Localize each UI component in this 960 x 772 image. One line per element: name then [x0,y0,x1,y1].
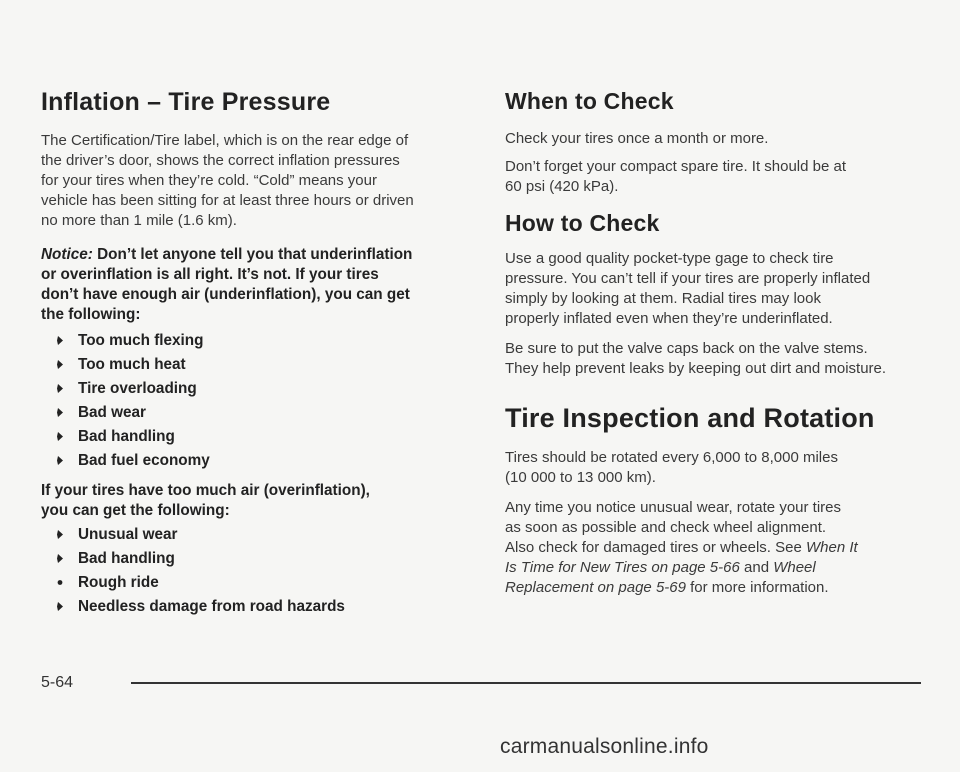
bullet-icon [57,530,63,539]
cross-reference-link[interactable]: When It [805,539,858,556]
notice-line: Don’t let anyone tell you that underinflation [92,246,413,263]
list-item: Bad fuel economy [41,449,473,473]
rotation-paragraph-1: Tires should be rotated every 6,000 to 8,000 miles (10 000 to 13 000 km). [505,449,838,486]
notice-line: don’t have enough air (underinflation), you can get [41,286,410,303]
list-item: Tire overloading [41,377,473,401]
overinflation-list [41,523,473,619]
intro-line: for your tires when they’re cold. “Cold” means your [41,172,377,189]
watermark-text: carmanualsonline.info [500,735,709,758]
list-item: Rough ride [41,571,473,595]
how-paragraph-2: Be sure to put the valve caps back on the valve stems. They help prevent leaks by keeping out dirt and moisture. [505,340,887,377]
dot-bullet-icon [57,578,63,587]
list-item: Needless damage from road hazards [41,595,473,619]
inflation-intro-paragraph [41,131,473,231]
list-item: Unusual wear [41,523,473,547]
bullet-icon [57,456,63,465]
list-item: Bad handling [41,547,473,571]
overinflation-intro: If your tires have too much air (overinflation), you can get the following: [41,482,370,519]
cross-reference-link[interactable]: Wheel [773,559,816,576]
cross-reference-link[interactable]: Replacement on page 5-69 [505,579,686,596]
underinflation-list [41,329,473,473]
when-paragraph-1: Check your tires once a month or more. [505,130,769,147]
intro-line: The Certification/Tire label, which is on the rear edge of [41,132,409,149]
list-item: Bad handling [41,425,473,449]
section-heading-when-to-check: When to Check [505,88,674,114]
section-heading-how-to-check: How to Check [505,210,660,236]
bullet-icon [57,408,63,417]
how-paragraph-1: Use a good quality pocket-type gage to check tire pressure. You can’t tell if your tires are properly inflated simply by looking at them. Radial tires may look properly inflated even when they’re underinflated. [505,250,871,327]
notice-paragraph [41,245,473,325]
list-item: Too much heat [41,353,473,377]
list-item: Too much flexing [41,329,473,353]
notice-line: or overinflation is all right. It’s not. If your tires [41,266,379,283]
bullet-icon [57,432,63,441]
intro-line: the driver’s door, shows the correct inflation pressures [41,152,400,169]
when-paragraph-2: Don’t forget your compact spare tire. It should be at 60 psi (420 kPa). [505,158,847,195]
right-column [505,86,925,598]
rotation-paragraph-2: Any time you notice unusual wear, rotate your tires as soon as possible and check wheel alignment. Also check for damaged tires or wheels. See When It Is Time for New Tires on page 5-66 and Wheel Replacement on page 5-69 for more information. [505,499,858,596]
footer-rule [131,682,921,684]
bullet-icon [57,336,63,345]
page-number: 5-64 [41,674,74,691]
bullet-icon [57,602,63,611]
section-heading-tire-inspection: Tire Inspection and Rotation [505,403,875,433]
cross-reference-link[interactable]: Is Time for New Tires on page 5-66 [505,559,740,576]
section-heading-inflation: Inflation – Tire Pressure [41,88,331,116]
left-column [41,86,473,619]
bullet-icon [57,384,63,393]
bullet-icon [57,360,63,369]
intro-line: no more than 1 mile (1.6 km). [41,212,237,229]
notice-label: Notice: [41,246,93,263]
list-item: Bad wear [41,401,473,425]
notice-line: the following: [41,306,141,323]
intro-line: vehicle has been sitting for at least three hours or driven [41,192,414,209]
bullet-icon [57,554,63,563]
